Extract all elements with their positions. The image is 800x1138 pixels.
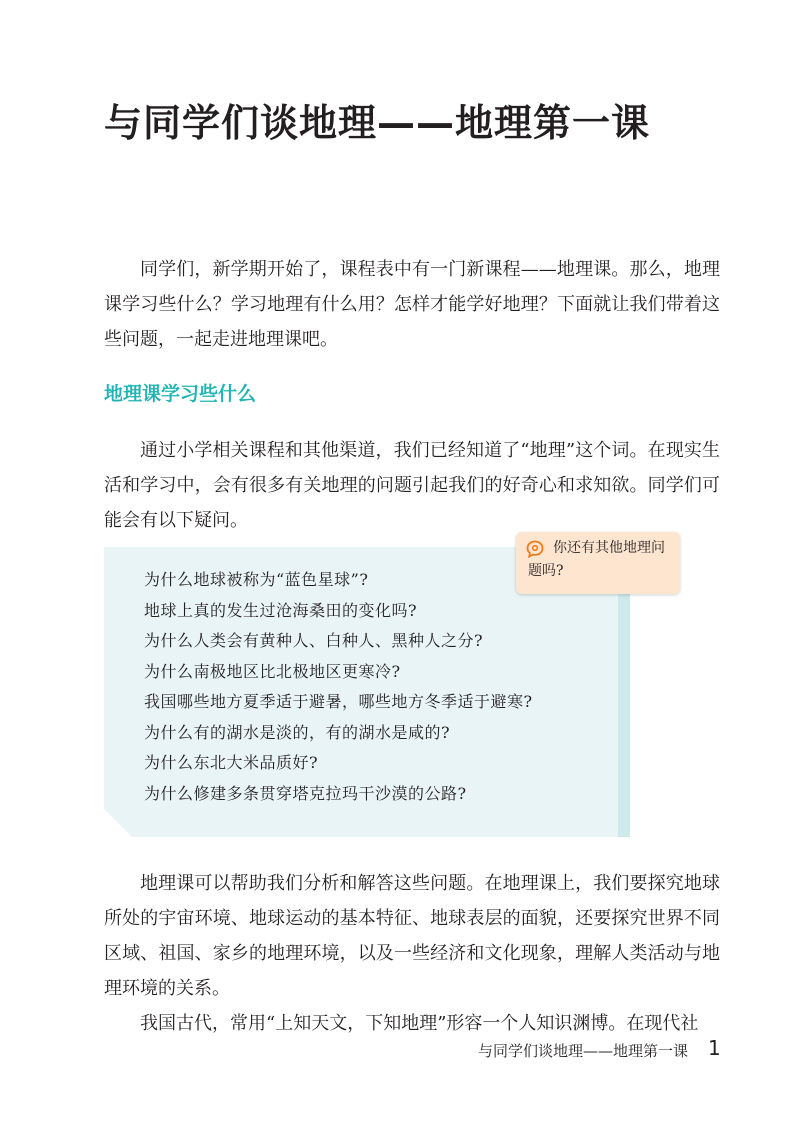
question-item: 为什么有的湖水是淡的，有的湖水是咸的? (144, 722, 451, 742)
box-right-strip (618, 591, 630, 837)
question-item: 地球上真的发生过沧海桑田的变化吗? (144, 600, 418, 620)
question-item: 为什么东北大米品质好? (144, 753, 319, 772)
callout-text: 你还有其他地理问题吗? (528, 540, 665, 579)
question-item: 我国哪些地方夏季适于避暑，哪些地方冬季适于避寒? (144, 692, 533, 711)
intro-paragraph: 同学们，新学期开始了，课程表中有一门新课程——地理课。那么，地理课学习些什么？学习地理有什么用？怎样才能学好地理？下面就让我们带着这些问题，一起走进地理课吧。 (104, 259, 720, 350)
question-item: 为什么修建多条贯穿塔克拉玛干沙漠的公路? (144, 783, 467, 803)
question-item: 为什么人类会有黄种人、白种人、黑种人之分? (144, 631, 484, 650)
page-title: 与同学们谈地理——地理第一课 (104, 101, 651, 145)
section-paragraph-2: 地理课可以帮助我们分析和解答这些问题。在地理课上，我们要探究地球所处的宇宙环境、地球运动的基本特征、地球表层的面貌，还要探究世界不同区域、祖国、家乡的地理环境，以及一些经济和文化现象，理解人类活动与地理环境的关系。 (104, 873, 720, 999)
question-item: 为什么南极地区比北极地区更寒冷? (144, 661, 401, 681)
section-heading: 地理课学习些什么 (104, 383, 257, 405)
box-corner-fold (104, 809, 132, 837)
section-paragraph-3: 我国古代，常用“上知天文，下知地理”形容一个人知识渊博。在现代社 (140, 1013, 699, 1034)
page-number: 1 (708, 1036, 721, 1060)
callout-box (516, 532, 680, 594)
footer-running-title: 与同学们谈地理——地理第一课 (477, 1042, 688, 1060)
section-paragraph-1: 通过小学相关课程和其他渠道，我们已经知道了“地理”这个词。在现实生活和学习中，会有很多有关地理的问题引起我们的好奇心和求知欲。同学们可能会有以下疑问。 (104, 440, 720, 531)
questions-list (144, 565, 533, 809)
question-item: 为什么地球被称为“蓝色星球”? (144, 570, 369, 589)
